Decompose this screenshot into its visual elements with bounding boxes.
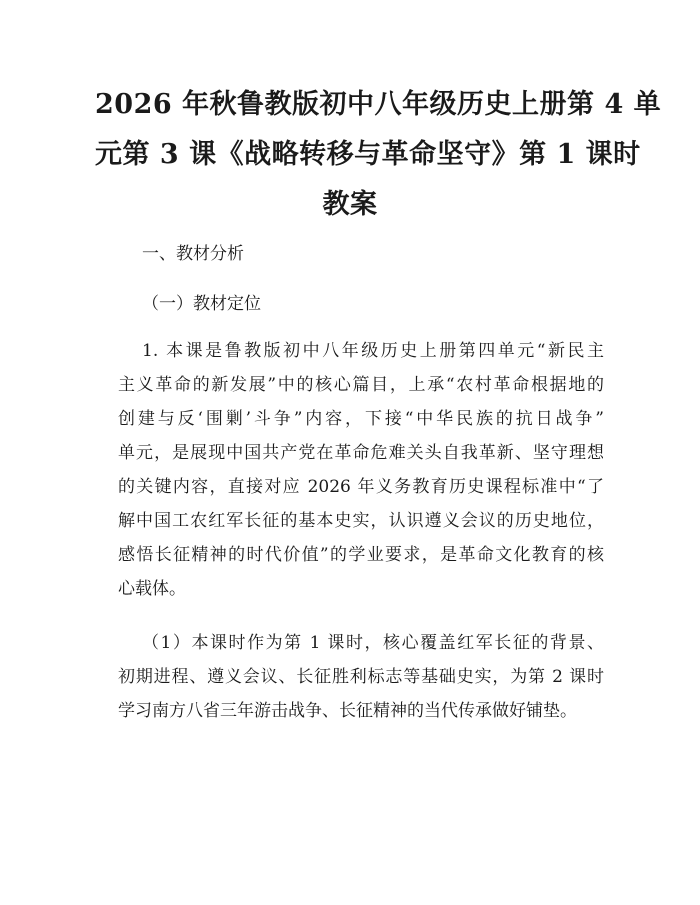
paragraph-line: 单元，是展现中国共产党在革命危难关头自我革新、坚守理想 xyxy=(118,443,604,463)
paragraph-line: （1）本课时作为第 1 课时，核心覆盖红军长征的背景、 xyxy=(142,633,604,653)
title-line-1: 2026 年秋鲁教版初中八年级历史上册第 4 单 xyxy=(95,89,662,120)
paragraph-line: 初期进程、遵义会议、长征胜利标志等基础史实，为第 2 课时 xyxy=(118,667,604,687)
section-heading: 一、教材分析 xyxy=(142,244,244,264)
paragraph-line: 感悟长征精神的时代价值”的学业要求，是革命文化教育的核 xyxy=(118,545,604,565)
paragraph-line: 解中国工农红军长征的基本史实，认识遵义会议的历史地位， xyxy=(118,511,604,531)
paragraph-lesson-scope xyxy=(118,626,604,728)
paragraph-line: 主义革命的新发展”中的核心篇目，上承“农村革命根据地的 xyxy=(118,375,604,395)
paragraph-line: 1. 本课是鲁教版初中八年级历史上册第四单元“新民主 xyxy=(142,341,604,361)
paragraph-textbook-position xyxy=(118,334,604,606)
document-title xyxy=(95,80,662,230)
paragraph-line: 创建与反‘围剿’斗争”内容，下接“中华民族的抗日战争” xyxy=(118,409,604,429)
title-line-2: 元第 3 课《战略转移与革命坚守》第 1 课时 xyxy=(95,139,641,170)
paragraph-line: 的关键内容，直接对应 2026 年义务教育历史课程标准中“了 xyxy=(118,477,604,497)
paragraph-line: 心载体。 xyxy=(118,579,186,599)
title-line-3: 教案 xyxy=(322,189,378,220)
subsection-heading: （一）教材定位 xyxy=(142,294,261,314)
paragraph-line: 学习南方八省三年游击战争、长征精神的当代传承做好铺垫。 xyxy=(118,701,577,721)
